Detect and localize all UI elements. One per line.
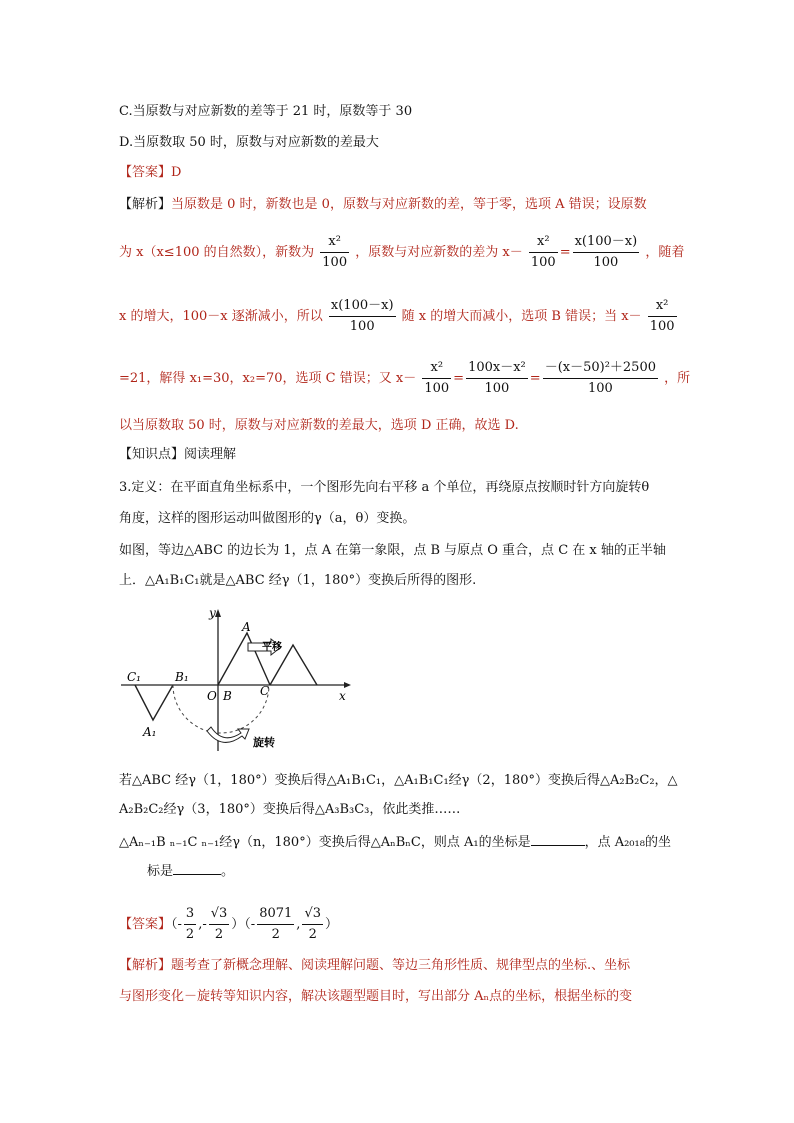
explanation-1-line-5: 以当原数取 50 时，原数与对应新数的差最大，选项 D 正确，故选 D. [119,418,519,433]
option-d: D.当原数取 50 时，原数与对应新数的差最大 [119,135,379,150]
label-b1: B₁ [175,670,189,684]
fraction: $\frac{\text{x²}}{100}$ [424,360,450,396]
fraction: $\frac{\text{x²}}{100}$ [530,234,556,270]
knowledge-point: 【知识点】阅读理解 [119,447,237,462]
explanation-tag: 【解析】 [119,958,172,973]
rotation-arc [173,685,269,733]
label-x: x [339,689,346,703]
option-c: C.当原数与对应新数的差等于 21 时，原数等于 30 [119,104,413,119]
explanation-2-line-2: 与图形变化－旋转等知识内容，解决该题型题目时，写出部分 Aₙ点的坐标，根据坐标的变 [119,989,633,1004]
question-3-line-4: 上．△A₁B₁C₁就是△ABC 经γ（1，180°）变换后所得的图形. [119,573,477,588]
explanation-tag: 【解析】 [119,197,172,212]
label-a: A [242,620,251,634]
answer-2: 【答案】（- $\frac{3}{2}$ ,- $\frac{√3}{2}$ ）（- $\frac{8071}{2}$ , $\frac{√3}{2}$ ） [119,904,338,945]
question-3-line-8: 标是 。 [147,864,235,879]
explanation-1-line-2: 为 x（x≤100 的自然数），新数为 $\frac{\text{x²}}{100}$ ，原数与对应新数的差为 x－ $\frac{\text{x²}}{100}$ = $\frac{x(100-x)}{100}$ ，随着 [119,232,684,273]
explanation-1-line-3: x 的增大，100－x 逐渐减小，所以 $\frac{x(100-x)}{100}$ 随 x 的增大而减小，选项 B 错误；当 x－ $\frac{\text{x²}}{100}$ [119,296,679,337]
label-o: O [207,689,217,703]
transform-figure [119,603,359,755]
triangle-a1b1c1 [135,685,173,720]
label-shift: 平移 [262,642,282,653]
label-c1: C₁ [127,670,141,684]
label-rotate: 旋转 [253,736,275,749]
fraction: $\frac{\text{100x－x²}}{100}$ [468,360,526,396]
answer-value: D [171,165,182,180]
triangle-abc [218,633,270,685]
label-a1: A₁ [143,725,157,739]
question-3-line-7: △Aₙ₋₁B ₙ₋₁C ₙ₋₁经γ（n，180°）变换后得△AₙBₙC，则点 A₁的坐标是 ，点 A₂₀₁₈的坐 [119,835,671,850]
label-c: C [260,684,270,698]
fraction: $\frac{\text{x²}}{100}$ [649,298,675,334]
fraction: $\frac{3}{2}$ [185,906,195,942]
fraction: $\frac{x(100-x)}{100}$ [330,298,394,334]
fraction: $\frac{\text{－(x－50)²＋2500}}{100}$ [544,360,657,396]
fraction: $\frac{8071}{2}$ [259,906,293,942]
label-b: B [223,689,232,703]
explanation-2-line-1: 【解析】题考查了新概念理解、阅读理解问题、等边三角形性质、规律型点的坐标.、坐标 [119,958,631,973]
explanation-1-line-4: =21，解得 x₁=30，x₂=70，选项 C 错误；又 x－ $\frac{\text{x²}}{100}$ = $\frac{\text{100x－x²}}{100}$ = $\frac{\text{－(x－50)²＋2500}}{100}$ ，所 [119,358,690,399]
explanation-1-line-1: 【解析】当原数是 0 时，新数也是 0，原数与对应新数的差，等于零，选项 A 错误；设原数 [119,197,647,212]
fraction: $\frac{\text{x²}}{100}$ [322,234,348,270]
fraction: $\frac{√3}{2}$ [304,906,321,942]
answer-tag: 【答案】 [119,917,172,932]
x-axis-arrow-icon [344,682,351,688]
question-3-line-3: 如图，等边△ABC 的边长为 1，点 A 在第一象限，点 B 与原点 O 重合，点 C 在 x 轴的正半轴 [119,543,666,558]
fraction: $\frac{√3}{2}$ [210,906,228,942]
answer-blank-1[interactable] [531,833,585,846]
answer-1 [119,164,181,182]
answer-tag: 【答案】 [119,165,172,180]
fraction: $\frac{x(100-x)}{100}$ [574,234,638,270]
question-3-line-6: A₂B₂C₂经γ（3，180°）变换后得△A₃B₃C₃，依此类推…… [119,802,461,817]
question-3-line-1: 3.定义：在平面直角坐标系中，一个图形先向右平移 a 个单位，再绕原点按顺时针方向旋转θ [119,480,650,495]
y-axis-arrow-icon [215,609,221,617]
label-y: y [209,606,216,620]
question-3-line-2: 角度，这样的图形运动叫做图形的γ（a，θ）变换。 [119,511,416,526]
question-3-line-5: 若△ABC 经γ（1，180°）变换后得△A₁B₁C₁，△A₁B₁C₁经γ（2，180°）变换后得△A₂B₂C₂，△ [119,773,678,788]
rotate-arrow-icon [207,727,249,742]
answer-blank-2[interactable] [173,862,221,875]
